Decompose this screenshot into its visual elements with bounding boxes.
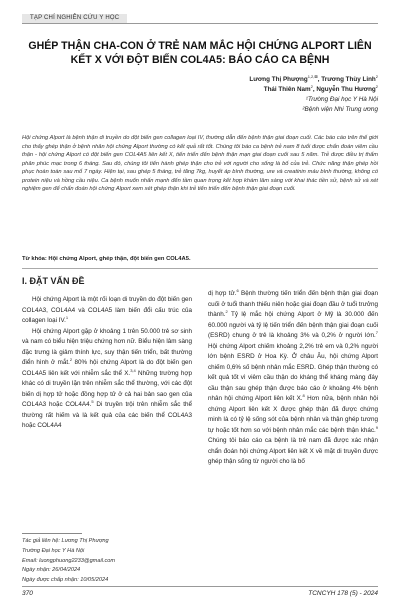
body-text: Hội chứng Alport là một rối loạn di truyền do đột biến gen COL4A3, COL4A4 và COL4A5 làm biến đổi cấu trúc của collagen loại IV. bbox=[22, 296, 192, 324]
body-text: Hơn nữa, bệnh nhân hội chứng Alport liên kết X được ghép thận đã được chứng minh là có tỷ lệ sống sót của bệnh nhân và thận ghép tương tự hoặc tốt hơn so với bệnh nhân mắc các bệnh thận khác. bbox=[208, 395, 378, 434]
author-name: Nguyễn Thu Hương bbox=[316, 86, 376, 93]
citation: 6 bbox=[236, 287, 239, 293]
citation: 5 bbox=[91, 398, 94, 404]
body-text: Bệnh thường tiến triển đến bệnh thận giai đoạn cuối ở tuổi thanh thiếu niên hoặc giai đoạn đầu ở tuổi trưởng thành. bbox=[208, 290, 378, 318]
journal-name: TẠP CHÍ NGHIÊN CỨU Y HỌC bbox=[22, 14, 127, 23]
abstract: Hội chứng Alport là bệnh thận di truyền do đột biến gen collagen loại IV, thường dẫn đến bệnh thận giai đoạn cuối. Các báo cáo trên thế giới cho thấy ghép thận ở bệnh nhân hội chứng Alport thường có kết quả rất tốt. Chúng tôi báo ca bệnh trẻ nam 8 tuổi được chẩn đoán viêm cầu thận - hội chứng Alport có đột biến gen COL4A5 liên kết X, tiến triển đến bệnh thận mạn giai đoạn cuối sau 5 năm. Trẻ được điều trị thẩm phân phúc mạc trong 6 tháng. Sau đó, chúng tôi tiến hành ghép thận cho trẻ với người cho sống là bố của trẻ. Chức năng thận ghép hồi phục hoàn toàn sau mổ 7 ngày. Hiện tại, sau ghép 5 tháng, trẻ tăng 7kg, huyết áp bình thường, ure và creatinin máu bình thường, không có protein niệu và hồng cầu niệu. Ca bệnh muốn nhấn mạnh đến tầm quan trọng kết hợp khám lâm sàng với khai thác tiền sử, bệnh sử và xét nghiệm gen để chẩn đoán hội chứng Alport xem xét ghép thận khi trẻ tiến triển đến bệnh thận giai đoạn cuối. bbox=[22, 135, 378, 193]
body-text: Chúng tôi báo cáo ca bệnh là trẻ nam đã được xác nhận chẩn đoán hội chứng Alport liên kết X về mặt di truyền được ghép thận sống từ người cho là bố bbox=[208, 437, 378, 465]
author-separator: , bbox=[317, 76, 322, 83]
body-text: Di truyền trội trên nhiễm sắc thể thường rất hiếm và là kết quả của các biến thể COL4A3 hoặc COL4A4 bbox=[22, 401, 192, 429]
affiliation-1: ¹Trường Đại học Y Hà Nội bbox=[305, 96, 378, 103]
affiliation-marker: 2 bbox=[375, 83, 378, 89]
journal-banner bbox=[22, 14, 378, 24]
divider bbox=[22, 268, 378, 269]
citation: 7 bbox=[375, 329, 378, 335]
body-column-right bbox=[208, 289, 378, 468]
paragraph bbox=[22, 295, 192, 327]
footer-divider bbox=[22, 586, 378, 587]
page-number: 370 bbox=[22, 590, 33, 597]
body-text: Hội chứng Alport chiếm khoảng 2,2% trẻ em và 0,2% người lớn bệnh ESRD ở Hoa Kỳ. Ở châu Âu, hội chứng Alport chiếm 0,6% số bệnh nhân mắc ESRD. Ghép thận thường có kết quả tốt vì viêm cầu thận do kháng thể kháng màng đáy cầu thận sau ghép thận được báo cáo ở khoảng 4% bệnh nhân hội chứng Alport liên kết X. bbox=[208, 342, 378, 402]
citation: 9 bbox=[375, 424, 378, 430]
accepted-date: Ngày được chấp nhận: 10/05/2024 bbox=[22, 577, 109, 584]
body-text: Những trường hợp khác có di truyền lặn trên nhiễm sắc thể thường, với các đột biến dị hợp tử hoặc đồng hợp tử ở cả hai bản sao gen của COL4A3 hoặc COL4A4. bbox=[22, 369, 192, 408]
citation: 8 bbox=[302, 392, 305, 398]
article-title: GHÉP THẬN CHA-CON Ở TRẺ NAM MẮC HỘI CHỨNG ALPORT LIÊN KẾT X VỚI ĐỘT BIẾN COL4A5: BÁO CÁO CA BỆNH bbox=[28, 40, 372, 66]
contact-affiliation: Trường Đại học Y Hà Nội bbox=[22, 547, 85, 554]
paragraph bbox=[208, 289, 378, 468]
journal-issue: TCNCYH 178 (5) - 2024 bbox=[308, 590, 378, 597]
body-column-left bbox=[22, 295, 192, 432]
author-block bbox=[78, 75, 378, 115]
citation: 2 bbox=[69, 356, 73, 362]
citation: 2 bbox=[225, 308, 228, 314]
body-text: 80% hội chứng Alport là do đột biến gen COL4A5 liên kết với nhiễm sắc thể X. bbox=[22, 359, 192, 377]
author-line-2 bbox=[78, 85, 378, 95]
footnote-divider bbox=[22, 533, 82, 534]
author-name: Trương Thùy Linh bbox=[321, 76, 376, 83]
citation: 1 bbox=[65, 314, 69, 320]
body-text: Hội chứng Alport gặp ở khoảng 1 trên 50.000 trẻ sơ sinh và nam có biểu hiện triệu chứng hơn nữ. Biểu hiện lâm sàng đặc trưng là giảm thính lực, suy thận tiến triển, bất thường điển hình ở mắt. bbox=[22, 327, 192, 366]
author-separator: , bbox=[312, 86, 317, 93]
body-text: Tỷ lệ mắc hội chứng Alport ở Mỹ là 30.000 đến 60.000 người và tỷ lệ tiến triển đến bệnh thận giai đoạn cuối (ESRD) chung ở trẻ là khoảng 3% và 0,2% ở người lớn. bbox=[208, 311, 378, 339]
author-line-1 bbox=[78, 75, 378, 85]
section-heading: I. ĐẶT VẤN ĐỀ bbox=[22, 276, 85, 286]
body-text: dị hợp tử. bbox=[208, 290, 237, 297]
citation: 3,4 bbox=[130, 367, 136, 373]
paragraph bbox=[22, 327, 192, 432]
affiliation-marker: 2 bbox=[310, 83, 313, 89]
received-date: Ngày nhận: 26/04/2024 bbox=[22, 567, 81, 574]
contact-email: Email: luongphuong2233@gmail.com bbox=[22, 557, 116, 564]
affiliation-2: ²Bệnh viện Nhi Trung ương bbox=[302, 106, 378, 113]
author-name: Thái Thiên Nam bbox=[263, 86, 311, 93]
contact-footnote bbox=[22, 537, 192, 586]
keywords: Từ khóa: Hội chứng Alport, ghép thận, đột biến gen COL4A5. bbox=[22, 256, 191, 262]
author-name: Lương Thị Phượng bbox=[249, 76, 308, 83]
affiliation-marker: 2 bbox=[375, 73, 378, 79]
contact-author: Tác giả liên hệ: Lương Thị Phượng bbox=[22, 538, 109, 544]
affiliation-marker: 1,2,⊠ bbox=[307, 73, 318, 79]
